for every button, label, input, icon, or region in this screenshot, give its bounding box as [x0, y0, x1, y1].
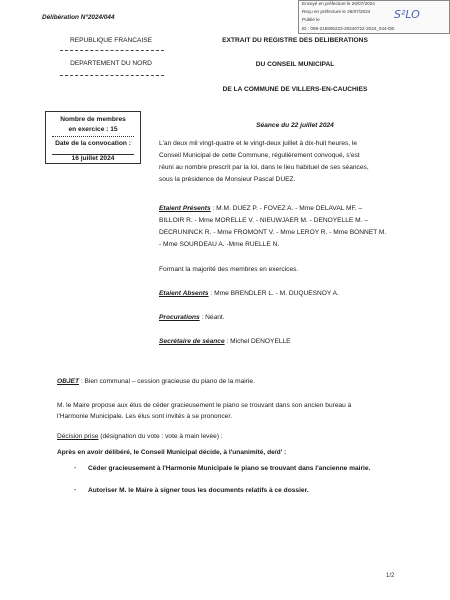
stamp-sent-line: Envoyé en préfecture le 26/07/2024 — [302, 1, 375, 6]
presents-names: : M.M. DUEZ P. - FOVEZ A. - Mme DELAVAL MF. – — [210, 205, 363, 212]
dashed-separator — [60, 75, 164, 76]
secretaire-label: Secrétaire de séance — [159, 338, 225, 345]
objet-value: : Bien communal – cession gracieuse du piano de la mairie. — [78, 378, 255, 385]
objet-label: OBJET — [57, 378, 79, 385]
deliberation-reference: Délibération N°2024/044 — [42, 14, 115, 21]
absents-line — [159, 289, 409, 298]
absents-label: Etaient Absents — [159, 290, 209, 297]
proposal-line: M. le Maire propose aux élus de céder gracieusement le piano se trouvant dans son ancien bureau à — [57, 402, 352, 409]
presents-line: BILLOIR R. - Mme MORELLE V. - NIEUWJAER M. - DENOYELLE M. – — [159, 217, 368, 224]
intro-line: Conseil Municipal de cette Commune, régulièrement convoqué, s'est — [159, 152, 360, 159]
apres-deliberation: Après en avoir délibéré, le Conseil Municipal décide, à l'unanimité, de/d' : — [57, 449, 287, 456]
decision-item: Autoriser M. le Maire à signer tous les documents relatifs à ce dossier. — [88, 487, 309, 494]
objet-line — [57, 377, 397, 386]
convocation-label: Date de la convocation : — [55, 140, 131, 147]
presents-line: - Mme SOURDEAU A. -Mme RUELLE N. — [159, 241, 280, 248]
stamp-published-line: Publié le — [302, 17, 320, 22]
stamp-received-line: Reçu en préfecture le 26/07/2024 — [302, 9, 371, 14]
presents-label: Etaient Présents — [159, 205, 211, 212]
majorite-text: Formant la majorité des membres en exercices. — [159, 266, 299, 273]
bullet-marker: - — [74, 487, 77, 494]
members-count-value: en exercice : 15 — [68, 126, 118, 133]
intro-line: L'an deux mil vingt-quatre et le vingt-deux juillet à dix-huit heures, le — [159, 140, 358, 147]
prefecture-stamp — [298, 0, 450, 34]
procurations-label: Procurations — [159, 314, 200, 321]
decision-label: Décision prise — [57, 433, 99, 440]
proposal-line: l'Harmonie Municipale. Les élus sont invités à se prononcer. — [57, 413, 232, 420]
conseil-title: DU CONSEIL MUNICIPAL — [255, 61, 335, 68]
registre-title: EXTRAIT DU REGISTRE DES DELIBERATIONS — [222, 37, 368, 44]
dotted-separator — [52, 136, 134, 137]
dashed-separator — [60, 50, 164, 51]
members-count-label: Nombre de membres — [60, 116, 126, 123]
intro-line: réuni au nombre prescrit par la loi, dans le lieu habituel de ses séances, — [159, 164, 369, 171]
members-info-box — [45, 111, 141, 164]
commune-title: DE LA COMMUNE DE VILLERS-EN-CAUCHIES — [222, 86, 368, 93]
decision-line — [57, 432, 397, 441]
stamp-id-line: ID : 059-215906223-20240722-2024_044-DE — [302, 26, 395, 31]
decision-value: (désignation du vote : vote à main levée) : — [98, 433, 223, 440]
decision-item: Céder gracieusement à l'Harmonie Municipale le piano se trouvant dans l'ancienne mairie. — [88, 465, 371, 472]
bullet-marker: - — [74, 465, 77, 472]
presents-line — [159, 204, 409, 213]
departement-label: DEPARTEMENT DU NORD — [70, 60, 152, 67]
convocation-date: 16 juillet 2024 — [71, 155, 115, 162]
signature-mark: S²LO — [394, 8, 420, 21]
secretaire-line — [159, 337, 409, 346]
page-number: 1/2 — [386, 573, 395, 579]
presents-line: DECRUNINCK R. - Mme FROMONT V. - Mme LEROY R. - Mme BONNET M. — [159, 229, 387, 236]
secretaire-name: : Michel DENOYELLE — [224, 338, 291, 345]
procurations-line — [159, 313, 409, 322]
absents-names: : Mme BRENDLER L. - M. DUQUESNOY A. — [208, 290, 339, 297]
seance-date: Séance du 22 juillet 2024 — [256, 122, 334, 129]
republique-label: REPUBLIQUE FRANCAISE — [69, 37, 153, 44]
intro-line: sous la présidence de Monsieur Pascal DUEZ. — [159, 176, 296, 183]
procurations-value: : Néant. — [199, 314, 225, 321]
